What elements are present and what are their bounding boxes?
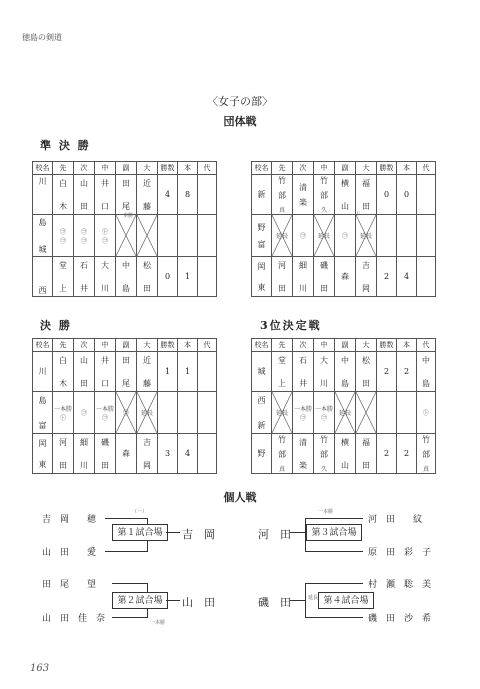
col-ji: 次 bbox=[74, 339, 95, 352]
points-value: 8 bbox=[178, 175, 198, 215]
points-value: 4 bbox=[397, 257, 417, 297]
col-chu: 中 bbox=[95, 162, 116, 175]
player-cell: 細 川 bbox=[293, 257, 314, 297]
points-value: 1 bbox=[178, 257, 198, 297]
school-name: 西 新 bbox=[252, 392, 272, 434]
player-cell: 大 川 bbox=[95, 257, 116, 297]
player-name: 吉 岡 穂 bbox=[42, 515, 97, 525]
col-rep: 代 bbox=[417, 162, 436, 175]
school-name: 川 bbox=[33, 352, 53, 392]
winner-name: 河 田 bbox=[258, 528, 291, 541]
points-value: 1 bbox=[178, 352, 198, 392]
points-value: 4 bbox=[178, 434, 198, 474]
draw-cell bbox=[356, 392, 377, 434]
col-rep: 代 bbox=[417, 339, 436, 352]
score-note: 一本勝 bbox=[318, 509, 334, 515]
draw-cell bbox=[137, 215, 158, 257]
player-cell: 中 島 bbox=[335, 352, 356, 392]
col-points: 本 bbox=[178, 339, 198, 352]
player-cell: 井 口 bbox=[95, 175, 116, 215]
col-chu: 中 bbox=[95, 339, 116, 352]
player-cell: 大 川 bbox=[314, 352, 335, 392]
player-cell: 細 川 bbox=[74, 434, 95, 474]
player-cell: 白 木 bbox=[53, 352, 74, 392]
header-note: 徳島の剣道 bbox=[22, 33, 62, 42]
score-mark: ㋙ bbox=[74, 392, 95, 434]
player-cell: 吉 岡 bbox=[137, 434, 158, 474]
winner-name: 吉 岡 bbox=[182, 528, 215, 541]
points-value: 2 bbox=[397, 434, 417, 474]
col-school: 校名 bbox=[33, 339, 53, 352]
col-ji: 次 bbox=[293, 162, 314, 175]
individual-title: 個人戦 bbox=[223, 491, 257, 504]
col-points: 本 bbox=[178, 162, 198, 175]
col-rep: 代 bbox=[198, 339, 217, 352]
page-number: 163 bbox=[30, 663, 50, 674]
score-mark: 一本勝 ㋣ bbox=[53, 392, 74, 434]
col-tai: 大 bbox=[356, 339, 377, 352]
player-name: 原 田 彩 子 bbox=[368, 548, 432, 558]
col-points: 本 bbox=[397, 162, 417, 175]
section-title: 〈女子の部〉 bbox=[207, 95, 273, 108]
col-school: 校名 bbox=[252, 339, 272, 352]
encho-cell: 延長 bbox=[272, 215, 293, 257]
school-name: 野 bbox=[252, 434, 272, 474]
col-fuku: 副 bbox=[116, 339, 137, 352]
wins-value: 3 bbox=[158, 434, 178, 474]
school-name: 岡 東 bbox=[252, 257, 272, 297]
player-cell: 山 田 bbox=[74, 352, 95, 392]
player-name: 山 田 愛 bbox=[42, 548, 97, 558]
score-mark: 一本勝 ㋙ bbox=[314, 392, 335, 434]
player-cell: 近 藤 bbox=[137, 352, 158, 392]
player-cell: 福 田 bbox=[356, 434, 377, 474]
school-name: 島 城 bbox=[33, 215, 53, 257]
col-chu: 中 bbox=[314, 162, 335, 175]
player-name: 河 田 紋 bbox=[368, 515, 423, 525]
wins-value: 0 bbox=[158, 257, 178, 297]
col-wins: 勝数 bbox=[377, 339, 397, 352]
school-name: 島 富 bbox=[33, 392, 53, 434]
school-name: 川 bbox=[33, 175, 53, 215]
court-1: 第１試合場 bbox=[112, 524, 168, 541]
encho-cell: 延長 bbox=[335, 392, 356, 434]
school-name: 岡 東 bbox=[33, 434, 53, 474]
player-cell: 松 田 bbox=[356, 352, 377, 392]
player-name: 田 尾 望 bbox=[42, 580, 97, 590]
col-school: 校名 bbox=[252, 162, 272, 175]
wins-value: 2 bbox=[377, 257, 397, 297]
draw-cell: ㋙ bbox=[116, 392, 137, 434]
court-4: 第４試合場 bbox=[318, 592, 374, 609]
player-cell: 田 尾 bbox=[116, 175, 137, 215]
score-mark: ㋙ ㋙ bbox=[53, 215, 74, 257]
player-cell: 河 田 bbox=[53, 434, 74, 474]
third-label: 3位決定戦 bbox=[260, 319, 322, 332]
col-wins: 勝数 bbox=[158, 162, 178, 175]
col-wins: 勝数 bbox=[377, 162, 397, 175]
score-mark: ㋙ ㋙ bbox=[74, 215, 95, 257]
player-cell: 石 井 bbox=[74, 257, 95, 297]
player-cell: 堂 上 bbox=[53, 257, 74, 297]
score-mark: ㋙ bbox=[335, 215, 356, 257]
points-value: 0 bbox=[397, 175, 417, 215]
points-value: 2 bbox=[397, 352, 417, 392]
player-cell: 福 田 bbox=[356, 175, 377, 215]
col-points: 本 bbox=[397, 339, 417, 352]
ippon-note: 一本勝 bbox=[118, 213, 134, 219]
player-cell: 山 田 bbox=[74, 175, 95, 215]
court-2: 第２試合場 bbox=[112, 592, 168, 609]
col-wins: 勝数 bbox=[158, 339, 178, 352]
player-cell: 清 楽 bbox=[293, 434, 314, 474]
player-cell: 松 田 bbox=[137, 257, 158, 297]
wins-value: 2 bbox=[377, 434, 397, 474]
winner-name: 山 田 bbox=[182, 596, 215, 609]
score-mark: ㋣ ㋙ bbox=[95, 215, 116, 257]
encho-cell: 延長 bbox=[272, 392, 293, 434]
semi2-table bbox=[251, 161, 436, 297]
encho-cell: 延長 bbox=[356, 215, 377, 257]
col-tai: 大 bbox=[137, 162, 158, 175]
player-name: 村 瀬 聡 美 bbox=[368, 580, 432, 590]
player-cell: 竹 部 真 bbox=[272, 175, 293, 215]
player-cell: 磯 田 bbox=[314, 257, 335, 297]
wins-value: 0 bbox=[377, 175, 397, 215]
player-cell: 吉 岡 bbox=[356, 257, 377, 297]
draw-cell bbox=[116, 215, 137, 257]
player-cell: 竹 部 久 bbox=[314, 434, 335, 474]
col-fuku: 副 bbox=[335, 339, 356, 352]
player-name: 山 田 佳 奈 bbox=[42, 614, 106, 624]
col-ji: 次 bbox=[293, 339, 314, 352]
player-cell: 竹 部 真 bbox=[272, 434, 293, 474]
wins-value: 4 bbox=[158, 175, 178, 215]
player-cell: 横 山 bbox=[335, 434, 356, 474]
score-mark: ㋣ bbox=[417, 392, 436, 434]
player-cell: 石 井 bbox=[293, 352, 314, 392]
player-cell: 磯 田 bbox=[95, 434, 116, 474]
rep-cell: 中 島 bbox=[417, 352, 436, 392]
winner-name: 磯 田 bbox=[258, 596, 291, 609]
semi1-table bbox=[32, 161, 217, 297]
col-fuku: 副 bbox=[335, 162, 356, 175]
player-cell: 田 尾 bbox=[116, 352, 137, 392]
col-school: 校名 bbox=[33, 162, 53, 175]
col-fuku: 副 bbox=[116, 162, 137, 175]
rep-cell: 竹 部 真 bbox=[417, 434, 436, 474]
encho-cell: 延長 bbox=[137, 392, 158, 434]
player-cell: 竹 部 久 bbox=[314, 175, 335, 215]
player-cell: 森 bbox=[335, 257, 356, 297]
col-tai: 大 bbox=[356, 162, 377, 175]
score-mark: ㋙ bbox=[293, 215, 314, 257]
semi-label: 準 決 勝 bbox=[40, 139, 91, 152]
player-cell: 近 藤 bbox=[137, 175, 158, 215]
player-cell: 河 田 bbox=[272, 257, 293, 297]
wins-value: 2 bbox=[377, 352, 397, 392]
player-cell: 清 楽 bbox=[293, 175, 314, 215]
court-3: 第３試合場 bbox=[306, 524, 362, 541]
col-rep: 代 bbox=[198, 162, 217, 175]
final-label: 決 勝 bbox=[40, 319, 72, 332]
player-cell: 森 bbox=[116, 434, 137, 474]
col-sen: 先 bbox=[272, 162, 293, 175]
school-name: 西 bbox=[33, 257, 53, 297]
player-cell: 横 山 bbox=[335, 175, 356, 215]
col-sen: 先 bbox=[53, 339, 74, 352]
school-name: 野 富 bbox=[252, 215, 272, 257]
col-chu: 中 bbox=[314, 339, 335, 352]
school-name: 城 bbox=[252, 352, 272, 392]
score-mark: 一本勝 ㋙ bbox=[293, 392, 314, 434]
player-cell: 中 島 bbox=[116, 257, 137, 297]
col-tai: 大 bbox=[137, 339, 158, 352]
third-table bbox=[251, 338, 436, 474]
col-sen: 先 bbox=[272, 339, 293, 352]
player-cell: 堂 上 bbox=[272, 352, 293, 392]
score-note: 一本勝 bbox=[150, 620, 166, 626]
player-cell: 白 木 bbox=[53, 175, 74, 215]
score-note: 延長 bbox=[308, 595, 319, 601]
final-table bbox=[32, 338, 217, 474]
player-name: 磯 田 沙 希 bbox=[368, 614, 432, 624]
encho-cell: 延長 bbox=[314, 215, 335, 257]
wins-value: 1 bbox=[158, 352, 178, 392]
col-ji: 次 bbox=[74, 162, 95, 175]
score-note: （一） bbox=[132, 509, 148, 515]
school-name: 新 bbox=[252, 175, 272, 215]
player-cell: 井 口 bbox=[95, 352, 116, 392]
team-title: 団体戦 bbox=[223, 115, 257, 128]
ippon-note: ㋣ bbox=[355, 211, 361, 217]
col-sen: 先 bbox=[53, 162, 74, 175]
score-mark: 一本勝 ㋙ bbox=[95, 392, 116, 434]
